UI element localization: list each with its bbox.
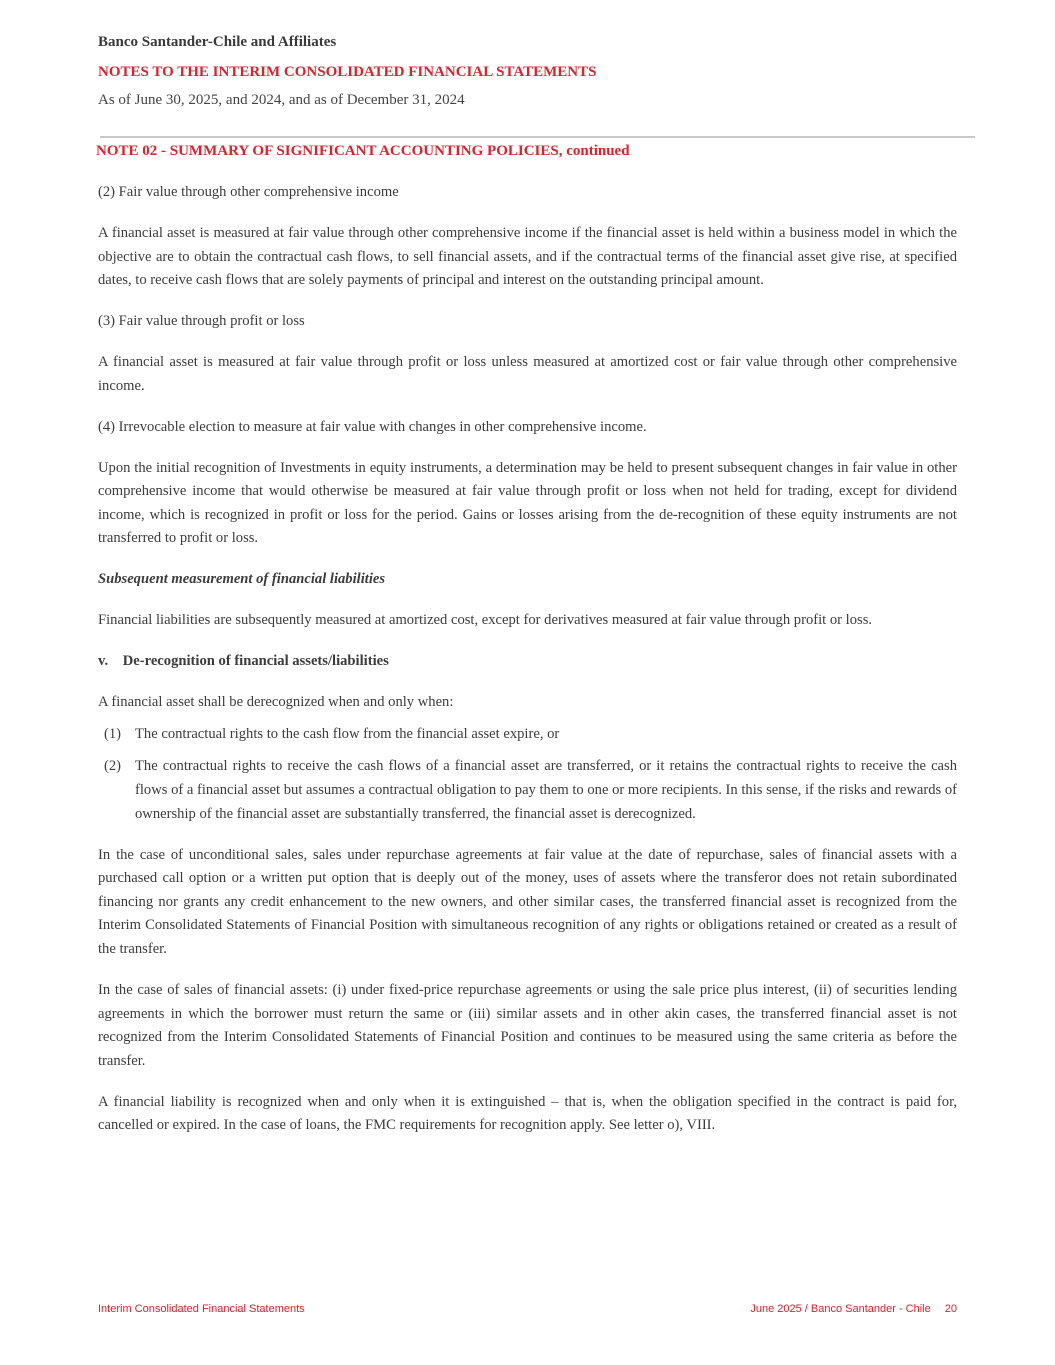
list-text: The contractual rights to the cash flow from the financial asset expire, or <box>135 726 560 743</box>
paragraph: A financial asset shall be derecognized when and only when: <box>98 694 454 711</box>
footer-right <box>750 1303 957 1315</box>
paragraph: A financial liability is recognized when and only when it is extinguished – that is, when the obligation specified in the contract is paid for, cancelled or expired. In the case of loans, the FMC requirements for recognition apply. See letter o), VIII. <box>98 1093 957 1134</box>
paragraph: Upon the initial recognition of Investments in equity instruments, a determination may be held to present subsequent changes in fair value in other comprehensive income that would otherwise be measured at fair value through profit or loss when not held for trading, except for dividend income, which is recognized in profit or loss for the period. Gains or losses arising from the de-recognition of these equity instruments are not transferred to profit or loss. <box>98 459 957 547</box>
list-item <box>98 755 957 826</box>
header-divider <box>100 136 975 138</box>
subheading: Subsequent measurement of financial liabilities <box>98 571 386 588</box>
subheading: v. De-recognition of financial assets/liabilities <box>98 653 389 670</box>
page-number: 20 <box>944 1303 957 1315</box>
list-text: The contractual rights to receive the cash flows of a financial asset are transferred, or it retains the contractual rights to receive the cash flows of a financial asset but assumes a contractual obligation to pay them to one or more recipients. In this sense, if the risks and rewards of ownership of the financial asset are substantially transferred, the financial asset is derecognized. <box>135 758 957 822</box>
note-title: NOTE 02 - SUMMARY OF SIGNIFICANT ACCOUNTING POLICIES, continued <box>96 143 630 159</box>
period-subtitle: As of June 30, 2025, and 2024, and as of December 31, 2024 <box>98 92 465 108</box>
paragraph: A financial asset is measured at fair value through profit or loss unless measured at amortized cost or fair value through other comprehensive income. <box>98 354 957 394</box>
list-item <box>98 723 957 747</box>
footer-source: June 2025 / Banco Santander - Chile <box>750 1303 931 1315</box>
section-heading: (2) Fair value through other comprehensive income <box>98 184 399 200</box>
section-heading: (4) Irrevocable election to measure at fair value with changes in other comprehensive income. <box>98 418 647 435</box>
document-body <box>98 181 957 1155</box>
paragraph: In the case of sales of financial assets: (i) under fixed-price repurchase agreements or using the sale price plus interest, (ii) of securities lending agreements in which the borrower must return the same or (iii) similar assets and in other akin cases, the transferred financial asset is not recognized from the Interim Consolidated Statements of Financial Position and continues to be measured using the same criteria as before the transfer. <box>98 981 957 1069</box>
paragraph: A financial asset is measured at fair value through other comprehensive income if the financial asset is held within a business model in which the objective are to obtain the contractual cash flows, to sell financial assets, and if the contractual terms of the financial asset give rise, at specified dates, to receive cash flows that are solely payments of principal and interest on the outstanding principal amount. <box>98 224 957 289</box>
list-number: (1) <box>104 726 122 743</box>
footer-left: Interim Consolidated Financial Statements <box>98 1303 305 1315</box>
company-name: Banco Santander-Chile and Affiliates <box>98 34 337 50</box>
paragraph: Financial liabilities are subsequently measured at amortized cost, except for derivatives measured at fair value through profit or loss. <box>98 612 873 629</box>
document-title: NOTES TO THE INTERIM CONSOLIDATED FINANCIAL STATEMENTS <box>98 64 597 80</box>
section-heading: (3) Fair value through profit or loss <box>98 313 305 330</box>
list-number: (2) <box>104 758 122 775</box>
paragraph: In the case of unconditional sales, sales under repurchase agreements at fair value at the date of repurchase, sales of financial assets with a purchased call option or a written put option that is deeply out of the money, uses of assets where the transferor does not retain subordinated financing nor grants any credit enhancement to the new owners, and other similar cases, the transferred financial asset is recognized from the Interim Consolidated Statements of Financial Position with simultaneous recognition of any rights or obligations retained or created as a result of the transfer. <box>98 846 957 957</box>
